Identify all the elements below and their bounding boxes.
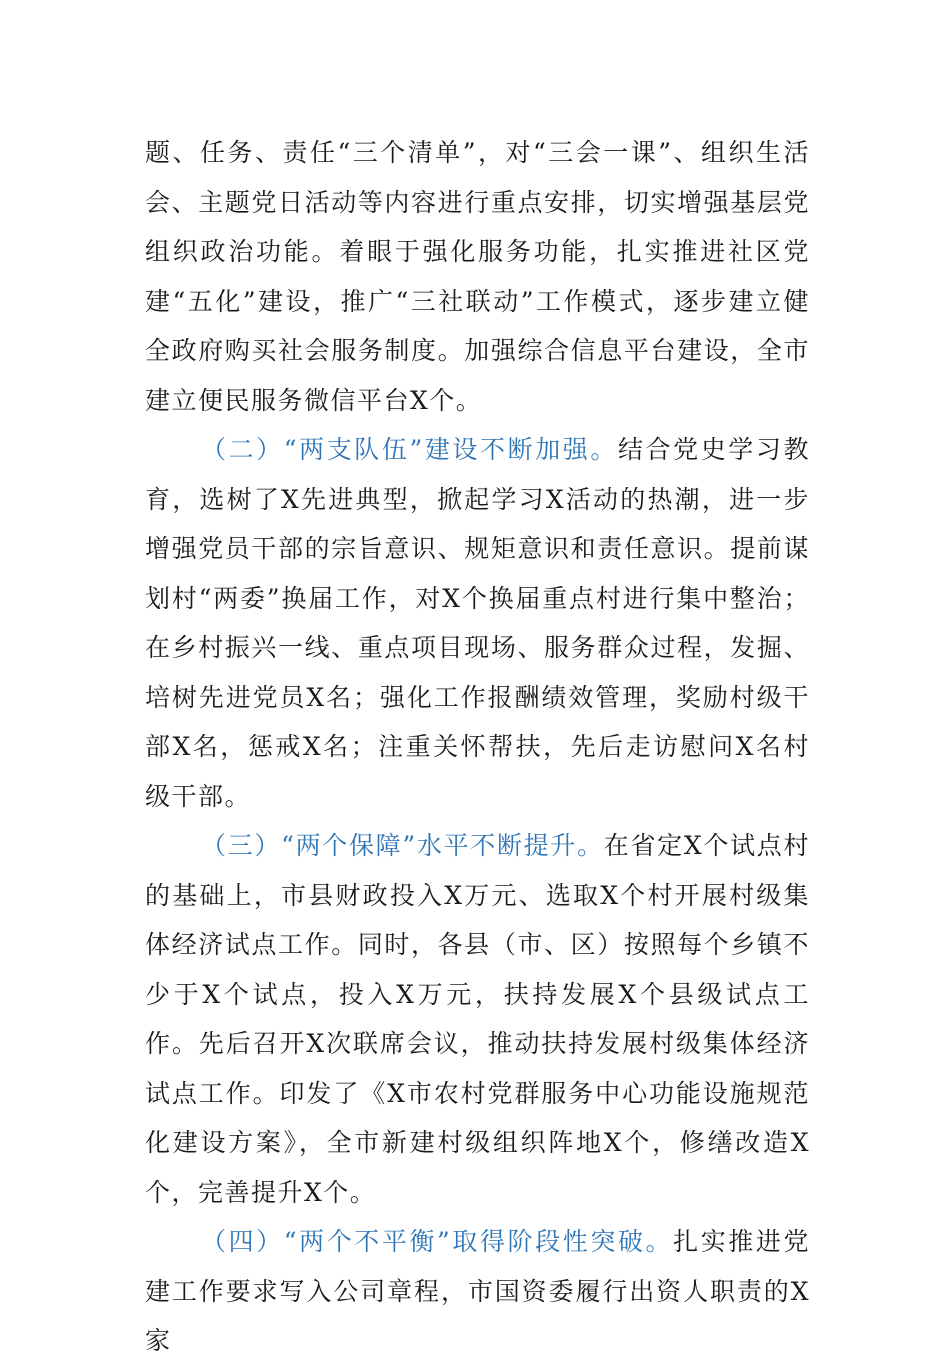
- paragraph-2: [145, 425, 810, 821]
- paragraph-3: [145, 821, 810, 1217]
- paragraph-1: [145, 128, 810, 425]
- section-heading-two-teams: （二）“两支队伍”建设不断加强。: [201, 435, 618, 464]
- paragraph-3-text: 在省定X个试点村的基础上，市县财政投入X万元、选取X个村开展村级集体经济试点工作。同时，各县（市、区）按照每个乡镇不少于X个试点，投入X万元，扶持发展X个县级试点工作。先后召开X次联席会议，推动扶持发展村级集体经济试点工作。印发了《X市农村党群服务中心功能设施规范化建设方案》，全市新建村级组织阵地X个，修缮改造X个，完善提升X个。: [145, 831, 810, 1207]
- section-heading-two-imbalances: （四）“两个不平衡”取得阶段性突破。: [201, 1227, 674, 1256]
- document-body: [145, 128, 810, 1366]
- paragraph-4: [145, 1217, 810, 1366]
- paragraph-1-text: 题、任务、责任“三个清单”，对“三会一课”、组织生活会、主题党日活动等内容进行重点安排，切实增强基层党组织政治功能。着眼于强化服务功能，扎实推进社区党建“五化”建设，推广“三社联动”工作模式，逐步建立健全政府购买社会服务制度。加强综合信息平台建设，全市建立便民服务微信平台X个。: [145, 138, 810, 415]
- paragraph-2-text: 结合党史学习教育，选树了X先进典型，掀起学习X活动的热潮，进一步增强党员干部的宗旨意识、规矩意识和责任意识。提前谋划村“两委”换届工作，对X个换届重点村进行集中整治；在乡村振兴一线、重点项目现场、服务群众过程，发掘、培树先进党员X名；强化工作报酬绩效管理，奖励村级干部X名，惩戒X名；注重关怀帮扶，先后走访慰问X名村级干部。: [145, 435, 810, 811]
- section-heading-two-guarantees: （三）“两个保障”水平不断提升。: [201, 831, 604, 860]
- paragraph-4-text: 扎实推进党建工作要求写入公司章程，市国资委履行出资人职责的X家: [145, 1227, 810, 1355]
